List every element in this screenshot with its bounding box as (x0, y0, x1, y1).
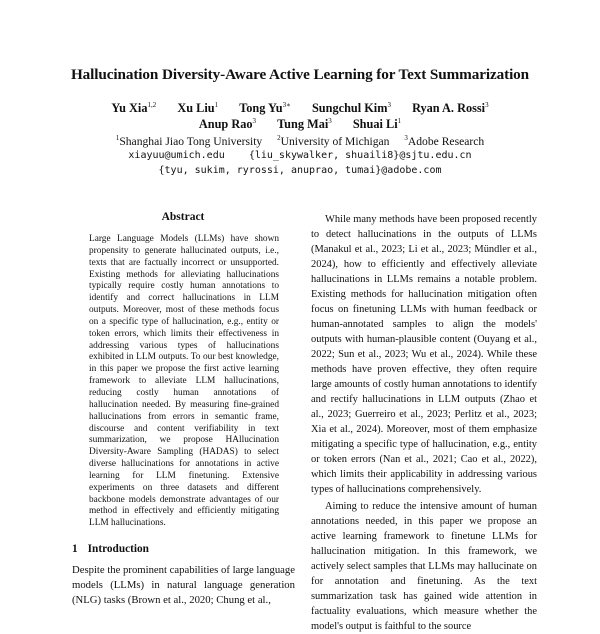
email-line: {tyu, sukim, ryrossi, anuprao, tumai}@adobe.com (158, 165, 442, 176)
affiliations (0, 134, 600, 148)
abstract-heading: Abstract (161, 211, 205, 223)
email-line: xiayuu@umich.edu {liu_skywalker, shuaili8}@sjtu.edu.cn (128, 150, 472, 161)
author-list-line1 (0, 101, 600, 116)
author: Ryan A. Rossi$^3$ (412, 101, 489, 116)
author: Shuai Li$^1$ (352, 117, 402, 132)
author: Xu Liu$^1$ (177, 101, 219, 116)
section-heading (72, 543, 149, 555)
paper-title: Hallucination Diversity-Aware Active Learning for Text Summarization (70, 66, 530, 83)
intro-paragraph: Despite the prominent capabilities of large language models (LLMs) in natural language generation (NLG) tasks (Brown et al., 2020; Chung et al., (72, 564, 295, 607)
author: Anup Rao$^3$ (198, 117, 257, 132)
author: Tung Mai$^3$ (277, 117, 332, 132)
abstract-text: Large Language Models (LLMs) have shown propensity to generate hallucinated outputs, i.e., texts that are factually incorrect or unsupported. Existing methods for alleviating hallucinations typically require costly human annotations to identify and correct hallucinations in LLM outputs. Moreover, most of these methods focus on a specific type of hallucination, e.g., entity or token errors, which limits their effectiveness in addressing various types of hallucinations exhibited in LLM outputs. To our best knowledge, in this paper we propose the first active learning framework to alleviate LLM hallucinations, reducing costly human annotations of hallucination needed. By measuring fine-grained hallucinations from errors in semantic frame, discourse and content verifiability in text summarization, we propose HAllucination Diversity-Aware Sampling (HADAS) to select diverse hallucinations for annotations in active learning for LLM finetuning. Extensive experiments on three datasets and different backbone models demonstrate advantages of our method in effectively and efficiently mitigating LLM hallucinations. (89, 234, 279, 529)
abstract-body (89, 234, 279, 530)
author-list-line2 (0, 117, 600, 132)
author: Sungchul Kim$^3$ (311, 101, 391, 116)
affiliation: $^1$Shanghai Jiao Tong University (115, 134, 263, 148)
body-paragraph: While many methods have been proposed recently to detect hallucinations in the outputs of LLMs (Manakul et al., 2023; Li et al., 2023; Mündler et al., 2024), how to efficiently and effectively alleviate hallucinations in LLMs remains a notable problem. Existing methods for hallucination mitigation often focus on finetuning LLMs with human feedback or human-annotated samples to align the models' outputs with human-plausible content (Ouyang et al., 2022; Sun et al., 2023; Wu et al., 2024). While these methods have proven effective, they often require large amounts of costly human annotations to identify and rectify hallucinations in LLM outputs (Zhao et al., 2023; Guerreiro et al., 2023; Perlitz et al., 2023; Xia et al., 2024). Moreover, most of them emphasize mitigating a specific type of hallucination, e.g., entity or token errors (Nan et al., 2021; Cao et al., 2022), which limits their applicability in addressing various types of hallucinations comprehensively. (311, 214, 537, 495)
affiliation: $^2$University of Michigan (277, 134, 390, 148)
right-column-body (311, 212, 537, 634)
introduction-body (72, 563, 295, 609)
section-title: Introduction (87, 543, 149, 555)
section-number: 1 (72, 543, 78, 555)
author: Yu Xia$^{1,2}$ (111, 101, 157, 116)
body-paragraph: Aiming to reduce the intensive amount of human annotations needed, in this paper we propose an active learning framework to finetune LLMs for hallucination mitigation. In this framework, we actively select samples that LLMs may hallucinate on for annotation and finetuning. As the text summarization task has gained wide attention in factuality evaluations, which measure whether the model's output is faithful to the source (311, 501, 537, 632)
author: Tong $Yu^{3∗}$ (239, 101, 291, 116)
affiliation: $^3$Adobe Research (404, 134, 485, 148)
